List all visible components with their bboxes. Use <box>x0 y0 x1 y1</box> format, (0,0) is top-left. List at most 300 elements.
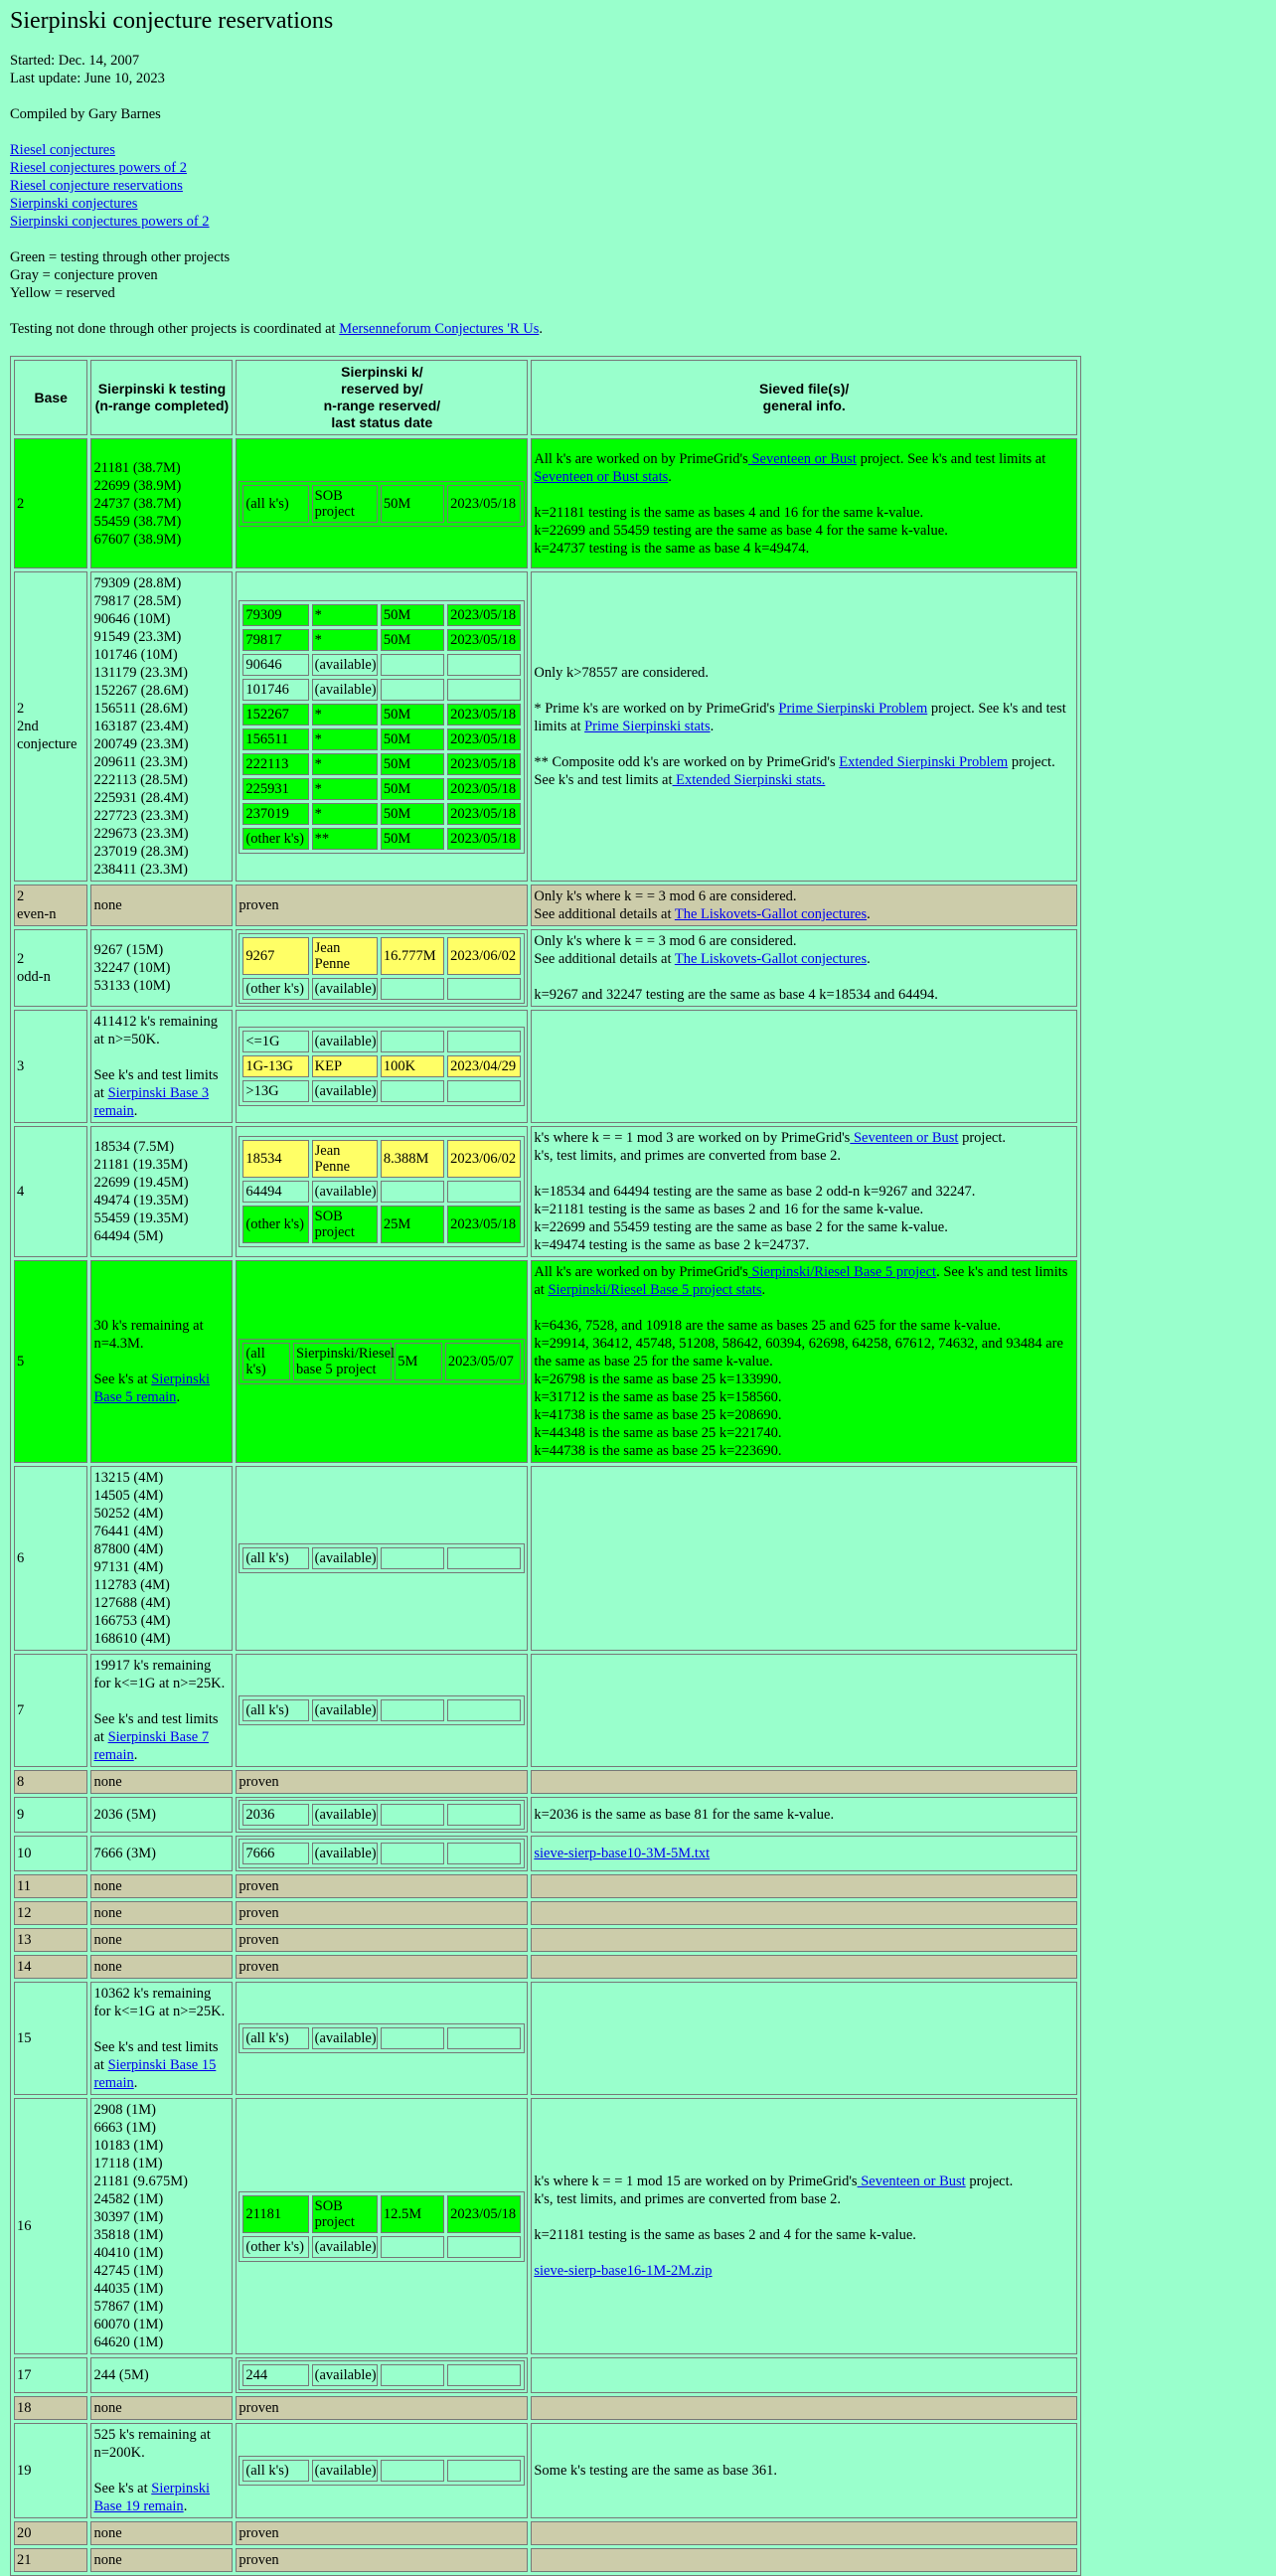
line-text: 237019 (28.3M) <box>93 844 189 860</box>
reservation-k: 152267 <box>242 704 308 725</box>
link-extended-sierpinski-stats[interactable]: Extended Sierpinski stats. <box>672 772 826 788</box>
reservation-k: 21181 <box>242 2195 308 2233</box>
base-cell: 15 <box>14 1982 87 2095</box>
reservation-by: Sierpinski/Riesel base 5 project <box>293 1343 392 1380</box>
line-text: 76441 (4M) <box>93 1524 164 1539</box>
reservation-row <box>242 728 521 750</box>
reservation-k: (other k's) <box>242 1206 308 1243</box>
line-text: 53133 (10M) <box>93 978 171 994</box>
reservation-by: (available) <box>312 1031 378 1052</box>
reservation-table <box>239 1339 525 1384</box>
reservation-k: 2036 <box>242 1804 308 1826</box>
base-cell <box>14 885 87 926</box>
link-liskovets-gallot[interactable]: The Liskovets-Gallot conjectures <box>674 906 868 922</box>
base-cell: 20 <box>14 2521 87 2545</box>
reservation-table <box>239 1136 525 1247</box>
testing-cell <box>90 2098 233 2354</box>
reservation-by: SOB project <box>312 485 378 523</box>
reservation-date: 2023/05/18 <box>447 828 521 850</box>
reserved-cell <box>236 1982 528 2095</box>
table-row <box>14 1797 1077 1833</box>
reservation-n-range: 50M <box>381 778 444 800</box>
reserved-cell: proven <box>236 2521 528 2545</box>
reservation-table <box>239 2360 525 2390</box>
legend <box>10 248 1266 302</box>
reserved-cell <box>236 2357 528 2393</box>
reserved-cell <box>236 1466 528 1651</box>
reservation-n-range: 12.5M <box>381 2195 444 2233</box>
line-text: 10183 (1M) <box>93 2138 164 2154</box>
line-text: 21181 (19.35M) <box>93 1157 188 1173</box>
reservation-date <box>447 1804 521 1826</box>
reservation-table <box>239 1800 525 1830</box>
testing-cell: none <box>90 1928 233 1952</box>
line-text: 91549 (23.3M) <box>93 629 182 645</box>
table-row <box>14 1770 1077 1794</box>
testing-cell: 525 k's remaining at n=200K. See k's at Sierpinski Base 19 remain. <box>90 2423 233 2518</box>
line-text: odd-n <box>17 969 51 985</box>
link-seventeen-or-bust[interactable]: Seventeen or Bust <box>850 1130 959 1146</box>
line-text: 55459 (38.7M) <box>93 513 182 530</box>
testing-cell: 411412 k's remaining at n>=50K. See k's and test limits at Sierpinski Base 3 remain. <box>90 1010 233 1123</box>
reservation-row <box>242 1140 521 1178</box>
reservation-k: 79817 <box>242 629 308 651</box>
info-cell: All k's are worked on by PrimeGrid's Seventeen or Bust project. See k's and test limits at Seventeen or Bust stats. k=21181 testing is the same as bases 4 and 16 for the same k-value. k=22699 and 55459 testing are the same as base 4 for the same k-value. k=24737 testing is the same as base 4 k=49474. <box>531 438 1077 568</box>
testing-cell <box>90 1126 233 1257</box>
base-cell: 8 <box>14 1770 87 1794</box>
reservation-row <box>242 1804 521 1826</box>
reserved-cell <box>236 1836 528 1871</box>
reservation-row <box>242 1206 521 1243</box>
info-cell: Some k's testing are the same as base 361. <box>531 2423 1077 2518</box>
info-cell <box>531 1010 1077 1123</box>
reservation-date: 2023/05/18 <box>447 485 521 523</box>
reservation-by: (available) <box>312 2236 378 2258</box>
link-seventeen-or-bust[interactable]: Seventeen or Bust <box>857 2174 966 2189</box>
reservation-table <box>239 1543 525 1573</box>
reservation-k: (other k's) <box>242 2236 308 2258</box>
line-text: 2 <box>17 701 25 717</box>
reservation-row <box>242 1343 521 1380</box>
reservation-k: (other k's) <box>242 978 308 1000</box>
link-seventeen-or-bust[interactable]: Seventeen or Bust <box>747 450 857 467</box>
reservation-row <box>242 1055 521 1077</box>
reservation-n-range <box>381 679 444 701</box>
reservation-n-range <box>381 978 444 1000</box>
header-testing: Sierpinski k testing (n-range completed) <box>90 360 233 435</box>
header-reserved: Sierpinski k/ reserved by/ n-range reserved/ last status date <box>236 360 528 435</box>
line-text: 200749 (23.3M) <box>93 736 189 752</box>
reservation-by: (available) <box>312 679 378 701</box>
line-text: 222113 (28.5M) <box>93 772 188 788</box>
info-cell: k's where k = = 1 mod 3 are worked on by PrimeGrid's Seventeen or Bust project. k's, test limits, and primes are converted from base 2. k=18534 and 64494 testing are the same as base 2 odd-n k=9267 and 32247. k=21181 testing is the same as bases 2 and 16 for the same k-value. k=22699 and 55459 testing are the same as base 2 for the same k-value. k=49474 testing is the same as base 2 k=24737. <box>531 1126 1077 1257</box>
reservation-n-range: 50M <box>381 803 444 825</box>
base-cell: 21 <box>14 2548 87 2572</box>
reservation-date <box>447 978 521 1000</box>
reservation-row <box>242 937 521 975</box>
line-text: 87800 (4M) <box>93 1541 164 1557</box>
link-mersenneforum[interactable]: Mersenneforum Conjectures 'R Us <box>339 321 540 337</box>
reserved-cell <box>236 929 528 1007</box>
line-text: 127688 (4M) <box>93 1595 171 1611</box>
reservation-n-range: 50M <box>381 728 444 750</box>
testing-cell: none <box>90 1955 233 1979</box>
line-text: 49474 (19.35M) <box>93 1193 189 1208</box>
base-cell: 16 <box>14 2098 87 2354</box>
line-text: 50252 (4M) <box>93 1506 164 1522</box>
info-cell <box>531 2521 1077 2545</box>
reservation-k: 225931 <box>242 778 308 800</box>
line-text: 22699 (19.45M) <box>93 1175 189 1191</box>
reserved-cell: proven <box>236 1901 528 1925</box>
table-row <box>14 2423 1077 2518</box>
link-prime-sierpinski-stats[interactable]: Prime Sierpinski stats <box>584 719 711 734</box>
reservation-n-range: 100K <box>381 1055 444 1077</box>
link-riesel-conjectures[interactable]: Riesel conjectures <box>10 142 115 158</box>
reservation-by: * <box>312 704 378 725</box>
base-cell: 10 <box>14 1836 87 1871</box>
link-riesel-reservations[interactable]: Riesel conjecture reservations <box>10 178 183 194</box>
reservation-n-range: 50M <box>381 485 444 523</box>
reserved-cell: proven <box>236 1928 528 1952</box>
reservation-date <box>447 1843 521 1864</box>
line-text: 67607 (38.9M) <box>93 531 182 548</box>
testing-cell <box>90 929 233 1007</box>
line-text: 30397 (1M) <box>93 2209 164 2225</box>
line-text: 227723 (23.3M) <box>93 808 189 824</box>
table-row <box>14 1836 1077 1871</box>
reservation-by: (available) <box>312 1843 378 1864</box>
reservation-table <box>239 933 525 1004</box>
reservation-k: 9267 <box>242 937 308 975</box>
reservation-row <box>242 978 521 1000</box>
reservation-row <box>242 2027 521 2049</box>
reservation-row <box>242 778 521 800</box>
info-cell <box>531 1466 1077 1651</box>
reservation-row <box>242 704 521 725</box>
reservation-by: * <box>312 629 378 651</box>
reserved-cell: proven <box>236 1874 528 1898</box>
link-prime-sierpinski-problem[interactable]: Prime Sierpinski Problem <box>778 701 928 717</box>
base-cell: 2 <box>14 438 87 568</box>
info-cell <box>531 1770 1077 1794</box>
reservation-date: 2023/05/18 <box>447 803 521 825</box>
line-text: 163187 (23.4M) <box>93 719 189 734</box>
link-sierpinski-base-7-remain[interactable]: Sierpinski Base 7 remain <box>93 1729 210 1763</box>
line-text: 14505 (4M) <box>93 1488 164 1504</box>
nav-links <box>10 141 1266 231</box>
line-text: 229673 (23.3M) <box>93 826 189 842</box>
link-sierpinski-base-19-remain[interactable]: Sierpinski Base 19 remain <box>93 2481 211 2514</box>
info-cell: k=2036 is the same as base 81 for the same k-value. <box>531 1797 1077 1833</box>
base-cell: 7 <box>14 1654 87 1767</box>
reservation-k: 1G-13G <box>242 1055 308 1077</box>
table-header-row <box>14 360 1077 435</box>
reservation-date <box>447 1181 521 1203</box>
info-cell: Only k>78557 are considered. * Prime k's are worked on by PrimeGrid's Prime Sierpinski Problem project. See k's and test limits at Prime Sierpinski stats. ** Composite odd k's are worked on by PrimeGrid's Extended Sierpinski Problem project. See k's and test limits at Extended Sierpinski stats. <box>531 571 1077 882</box>
reservation-table <box>239 1027 525 1106</box>
table-row <box>14 1955 1077 1979</box>
line-text: 2nd <box>17 719 39 734</box>
reserved-cell: proven <box>236 1955 528 1979</box>
link-sieve-file-base10[interactable]: sieve-sierp-base10-3M-5M.txt <box>534 1846 711 1861</box>
table-row <box>14 1126 1077 1257</box>
line-text: 97131 (4M) <box>93 1559 164 1575</box>
reservation-n-range <box>381 2027 444 2049</box>
line-text: 64620 (1M) <box>93 2334 164 2350</box>
link-sr-base5-stats[interactable]: Sierpinski/Riesel Base 5 project stats <box>548 1282 762 1298</box>
reservation-date <box>447 2236 521 2258</box>
testing-cell <box>90 438 233 568</box>
reservation-n-range <box>381 1031 444 1052</box>
reservation-k: (other k's) <box>242 828 308 850</box>
reserved-cell <box>236 1797 528 1833</box>
reservation-k: 237019 <box>242 803 308 825</box>
info-cell <box>531 1901 1077 1925</box>
reservation-by: (available) <box>312 2364 378 2386</box>
reservation-date <box>447 2460 521 2482</box>
base-cell <box>14 929 87 1007</box>
testing-cell: 2036 (5M) <box>90 1797 233 1833</box>
reserved-cell <box>236 1126 528 1257</box>
base-cell: 4 <box>14 1126 87 1257</box>
line-text: 79309 (28.8M) <box>93 575 182 591</box>
reservation-table <box>239 1839 525 1868</box>
table-row <box>14 2098 1077 2354</box>
reservation-n-range: 50M <box>381 604 444 626</box>
reservation-n-range: 50M <box>381 828 444 850</box>
reservation-row <box>242 2460 521 2482</box>
reservation-k: 90646 <box>242 654 308 676</box>
reservation-date <box>447 1547 521 1569</box>
reservation-k: (all k's) <box>242 1343 290 1380</box>
reservation-n-range: 50M <box>381 704 444 725</box>
page-title: Sierpinski conjecture reservations <box>10 8 334 34</box>
reservation-k: 64494 <box>242 1181 308 1203</box>
testing-cell: 244 (5M) <box>90 2357 233 2393</box>
line-text: 44035 (1M) <box>93 2281 164 2297</box>
reservation-date: 2023/05/18 <box>447 728 521 750</box>
reservation-row <box>242 679 521 701</box>
line-text: 13215 (4M) <box>93 1470 164 1486</box>
reservation-date: 2023/05/18 <box>447 1206 521 1243</box>
testing-cell: 30 k's remaining at n=4.3M. See k's at Sierpinski Base 5 remain. <box>90 1260 233 1463</box>
reservation-date: 2023/05/18 <box>447 604 521 626</box>
base-cell: 5 <box>14 1260 87 1463</box>
reserved-cell <box>236 1010 528 1123</box>
reservation-date: 2023/06/02 <box>447 937 521 975</box>
line-text: even-n <box>17 906 57 922</box>
line-text: 90646 (10M) <box>93 611 171 627</box>
reserved-cell: proven <box>236 2396 528 2420</box>
reservation-by: * <box>312 753 378 775</box>
line-text: 24737 (38.7M) <box>93 495 182 512</box>
reservation-date <box>447 654 521 676</box>
line-text: 152267 (28.6M) <box>93 683 189 699</box>
link-extended-sierpinski-problem[interactable]: Extended Sierpinski Problem <box>839 754 1009 770</box>
reservation-by: SOB project <box>312 1206 378 1243</box>
info-cell: Only k's where k = = 3 mod 6 are considered. See additional details at The Liskovets-Gallot conjectures. <box>531 885 1077 926</box>
line-text: 42745 (1M) <box>93 2263 164 2279</box>
reservation-row <box>242 828 521 850</box>
reservation-n-range: 5M <box>395 1343 442 1380</box>
table-row <box>14 2396 1077 2420</box>
testing-cell <box>90 1466 233 1651</box>
line-text: 21181 (9.675M) <box>93 2174 188 2189</box>
base-cell: 14 <box>14 1955 87 1979</box>
reservation-by: (available) <box>312 1804 378 1826</box>
reservation-k: (all k's) <box>242 485 308 523</box>
base-cell: 12 <box>14 1901 87 1925</box>
reservation-date: 2023/05/18 <box>447 629 521 651</box>
info-cell: All k's are worked on by PrimeGrid's Sierpinski/Riesel Base 5 project. See k's and test limits at Sierpinski/Riesel Base 5 project stats. k=6436, 7528, and 10918 are the same as bases 25 and 625 for the same k-value. k=29914, 36412, 45748, 51208, 58642, 60394, 62698, 64258, 67612, 74632, and 93484 are the same as base 25 for the same k-value. k=26798 is the same as base 25 k=133990. k=31712 is the same as base 25 k=158560. k=41738 is the same as base 25 k=208690. k=44348 is the same as base 25 k=221740. k=44738 is the same as base 25 k=223690. <box>531 1260 1077 1463</box>
reserved-cell <box>236 2423 528 2518</box>
testing-cell: 19917 k's remaining for k<=1G at n>=25K. See k's and test limits at Sierpinski Base 7 remain. <box>90 1654 233 1767</box>
link-sierpinski-base-3-remain[interactable]: Sierpinski Base 3 remain <box>93 1085 210 1119</box>
base-cell: 3 <box>14 1010 87 1123</box>
table-row <box>14 571 1077 882</box>
reservation-row <box>242 1080 521 1102</box>
reserved-cell <box>236 1260 528 1463</box>
legend-yellow: Yellow = reserved <box>10 285 115 301</box>
line-text: 238411 (23.3M) <box>93 862 188 878</box>
reservation-k: >13G <box>242 1080 308 1102</box>
reservation-n-range <box>381 1699 444 1721</box>
base-cell: 11 <box>14 1874 87 1898</box>
info-cell <box>531 1982 1077 2095</box>
info-cell <box>531 2396 1077 2420</box>
line-text: 2 <box>17 888 25 904</box>
base-cell: 13 <box>14 1928 87 1952</box>
reservation-by: (available) <box>312 978 378 1000</box>
coordination-note: Testing not done through other projects is coordinated at Mersenneforum Conjectures 'R Us. <box>10 321 543 337</box>
reservation-n-range <box>381 1804 444 1826</box>
line-text: 35818 (1M) <box>93 2227 164 2243</box>
reservation-table <box>239 600 525 854</box>
reservation-n-range <box>381 1843 444 1864</box>
testing-cell: 10362 k's remaining for k<=1G at n>=25K. See k's and test limits at Sierpinski Base 15 remain. <box>90 1982 233 2095</box>
table-row <box>14 1928 1077 1952</box>
link-sr-base5-project[interactable]: Sierpinski/Riesel Base 5 project <box>747 1264 937 1280</box>
reservation-k: 79309 <box>242 604 308 626</box>
reservation-row <box>242 803 521 825</box>
testing-cell: none <box>90 1901 233 1925</box>
reserved-cell <box>236 2098 528 2354</box>
reservation-row <box>242 1031 521 1052</box>
reservation-by: ** <box>312 828 378 850</box>
reservation-row <box>242 2195 521 2233</box>
line-text: 18534 (7.5M) <box>93 1139 175 1155</box>
line-text: 79817 (28.5M) <box>93 593 182 609</box>
line-text: 55459 (19.35M) <box>93 1210 189 1226</box>
dates-block <box>10 52 1266 87</box>
reservations-table <box>10 356 1081 2576</box>
line-text: 156511 (28.6M) <box>93 701 188 717</box>
link-seventeen-or-bust-stats[interactable]: Seventeen or Bust stats <box>534 468 669 485</box>
reservation-table <box>239 2456 525 2486</box>
reservation-n-range: 16.777M <box>381 937 444 975</box>
reservation-row <box>242 1547 521 1569</box>
reservation-date: 2023/05/18 <box>447 753 521 775</box>
line-text: 225931 (28.4M) <box>93 790 189 806</box>
reservation-row <box>242 753 521 775</box>
reservation-date <box>447 1031 521 1052</box>
reservation-row <box>242 2364 521 2386</box>
reservation-n-range <box>381 2460 444 2482</box>
last-update-text: Last update: June 10, 2023 <box>10 71 165 86</box>
line-text: 2 <box>17 951 25 967</box>
info-cell: Only k's where k = = 3 mod 6 are considered. See additional details at The Liskovets-Gallot conjectures. k=9267 and 32247 testing are the same as base 4 k=18534 and 64494. <box>531 929 1077 1007</box>
reservation-row <box>242 1181 521 1203</box>
legend-gray: Gray = conjecture proven <box>10 267 158 283</box>
link-sierpinski-conjectures[interactable]: Sierpinski conjectures <box>10 196 138 212</box>
testing-cell <box>90 571 233 882</box>
line-text: 24582 (1M) <box>93 2191 164 2207</box>
line-text: 166753 (4M) <box>93 1613 171 1629</box>
line-text: 209611 (23.3M) <box>93 754 188 770</box>
reservation-k: (all k's) <box>242 2027 308 2049</box>
reservation-by: (available) <box>312 1699 378 1721</box>
reserved-cell: proven <box>236 2548 528 2572</box>
link-sierpinski-base-5-remain[interactable]: Sierpinski Base 5 remain <box>93 1371 211 1405</box>
line-text: 60070 (1M) <box>93 2317 164 2333</box>
info-cell <box>531 1874 1077 1898</box>
table-row <box>14 1982 1077 2095</box>
reservation-k: 222113 <box>242 753 308 775</box>
reservation-date: 2023/05/07 <box>445 1343 522 1380</box>
table-row <box>14 929 1077 1007</box>
started-text: Started: Dec. 14, 2007 <box>10 53 140 69</box>
header-base: Base <box>14 360 87 435</box>
line-text: 6663 (1M) <box>93 2120 156 2136</box>
link-riesel-powers-of-2[interactable]: Riesel conjectures powers of 2 <box>10 160 187 176</box>
reservation-table <box>239 2191 525 2262</box>
link-sierpinski-powers-of-2[interactable]: Sierpinski conjectures powers of 2 <box>10 214 210 230</box>
reservation-n-range <box>381 2364 444 2386</box>
info-cell <box>531 1928 1077 1952</box>
reservation-date <box>447 2364 521 2386</box>
info-cell: k's where k = = 1 mod 15 are worked on by PrimeGrid's Seventeen or Bust project. k's, test limits, and primes are converted from base 2. k=21181 testing is the same as bases 2 and 4 for the same k-value. sieve-sierp-base16-1M-2M.zip <box>531 2098 1077 2354</box>
reservation-n-range <box>381 1181 444 1203</box>
reservation-row <box>242 629 521 651</box>
table-row <box>14 1901 1077 1925</box>
reservation-k: (all k's) <box>242 1699 308 1721</box>
link-sierpinski-base-15-remain[interactable]: Sierpinski Base 15 remain <box>93 2057 217 2091</box>
line-text: 168610 (4M) <box>93 1631 171 1647</box>
reservation-k: 101746 <box>242 679 308 701</box>
table-row <box>14 1260 1077 1463</box>
testing-cell: none <box>90 1770 233 1794</box>
reservation-row <box>242 654 521 676</box>
link-sieve-file-base16[interactable]: sieve-sierp-base16-1M-2M.zip <box>534 2263 713 2279</box>
base-cell: 9 <box>14 1797 87 1833</box>
reservation-table <box>239 2023 525 2053</box>
line-text: 64494 (5M) <box>93 1228 164 1244</box>
compiled-by-text: Compiled by Gary Barnes <box>10 106 161 122</box>
reservation-n-range <box>381 1080 444 1102</box>
reservation-table <box>239 1695 525 1725</box>
reservation-k: (all k's) <box>242 2460 308 2482</box>
page <box>0 7 1276 2576</box>
reservation-by: * <box>312 728 378 750</box>
reservation-k: 156511 <box>242 728 308 750</box>
reserved-cell <box>236 1654 528 1767</box>
reservation-date: 2023/05/18 <box>447 704 521 725</box>
reservation-by: * <box>312 604 378 626</box>
link-liskovets-gallot[interactable]: The Liskovets-Gallot conjectures <box>674 951 868 967</box>
testing-cell: none <box>90 1874 233 1898</box>
reserved-cell: proven <box>236 1770 528 1794</box>
